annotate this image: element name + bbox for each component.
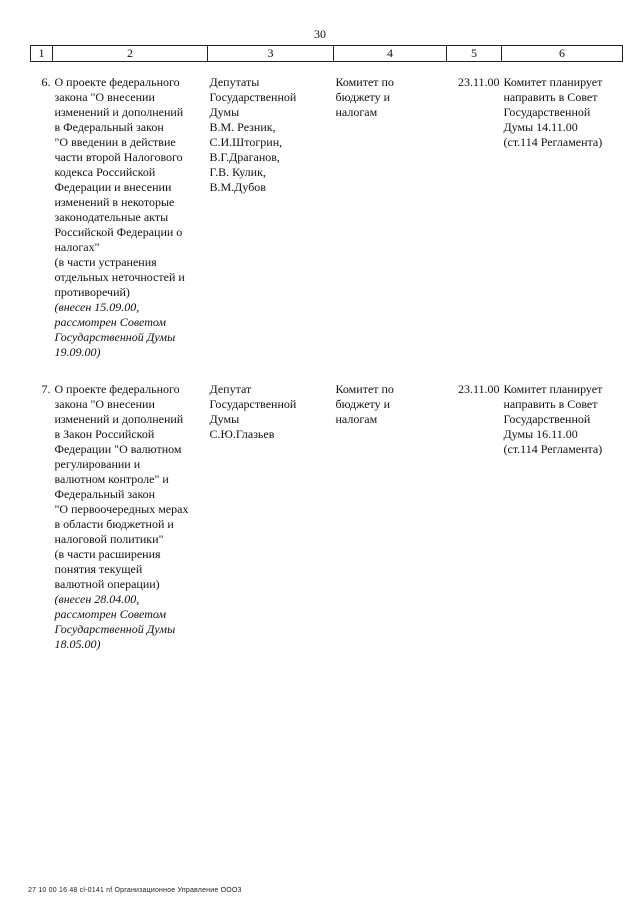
column-header-3: 3 xyxy=(208,46,334,62)
bill-title-line: О проекте федерального xyxy=(54,382,180,396)
bill-title-line: регулировании и xyxy=(54,457,141,471)
committee-line: Комитет по xyxy=(335,382,394,396)
bill-title-line: изменений в некоторые xyxy=(54,195,175,209)
committee-line: бюджету и xyxy=(335,90,391,104)
column-header-4: 4 xyxy=(334,46,447,62)
author-line: Г.В. Кулик, xyxy=(209,165,266,179)
bill-title-line: налогах" xyxy=(54,240,100,254)
plan-line: направить в Совет xyxy=(503,397,598,411)
column-number-header-row xyxy=(31,46,623,62)
plan-line: Думы 16.11.00 xyxy=(503,427,578,441)
bill-note-line: (внесен 15.09.00, xyxy=(54,300,140,314)
bill-title-line: кодекса Российской xyxy=(54,165,156,179)
bill-title-line: налоговой политики" xyxy=(54,532,164,546)
bill-title-line: Российской Федерации о xyxy=(54,225,183,239)
bill-title-line: (в части устранения xyxy=(54,255,157,269)
author-line: В.М. Резник, xyxy=(209,120,276,134)
bill-title-line: изменений и дополнений xyxy=(54,105,184,119)
plan-line: направить в Совет xyxy=(503,90,598,104)
table-row xyxy=(31,75,623,360)
column-header-6: 6 xyxy=(502,46,623,62)
row-number: 6. xyxy=(41,75,51,89)
author-line: Государственной xyxy=(209,90,297,104)
bill-title-line: (в части расширения xyxy=(54,547,161,561)
author-line: В.М.Дубов xyxy=(209,180,266,194)
bill-title-cell xyxy=(53,75,208,360)
bill-title-line: "О введении в действие xyxy=(54,135,176,149)
bill-title-line: О проекте федерального xyxy=(54,75,180,89)
bill-title-line: валютном контроле" и xyxy=(54,472,169,486)
bill-note-line: 19.09.00) xyxy=(54,345,101,359)
spacer-row xyxy=(31,62,623,76)
bill-note-line: Государственной Думы xyxy=(54,622,176,636)
author-line: Государственной xyxy=(209,397,297,411)
table-row xyxy=(31,382,623,652)
bill-title-line: законодательные акты xyxy=(54,210,169,224)
bill-note-line: рассмотрен Советом xyxy=(54,315,167,329)
author-line: Депутаты xyxy=(209,75,260,89)
bill-title-line: изменений и дополнений xyxy=(54,412,184,426)
bill-title-line: в Закон Российской xyxy=(54,427,155,441)
plan-line: (ст.114 Регламента) xyxy=(503,135,603,149)
column-header-1: 1 xyxy=(31,46,53,62)
bill-note-line: (внесен 28.04.00, xyxy=(54,592,140,606)
bill-title-line: закона "О внесении xyxy=(54,397,155,411)
plan-line: Комитет планирует xyxy=(503,75,603,89)
bill-title-cell xyxy=(53,382,208,652)
authors-cell xyxy=(208,75,334,360)
bill-title-line: "О первоочередных мерах xyxy=(54,502,189,516)
bill-title-line: части второй Налогового xyxy=(54,150,183,164)
bill-note-line: 18.05.00) xyxy=(54,637,101,651)
bill-title-line: Федерации "О валютном xyxy=(54,442,182,456)
row-separator xyxy=(31,360,623,382)
bill-title-line: в Федеральный закон xyxy=(54,120,164,134)
bill-title-line: отдельных неточностей и xyxy=(54,270,185,284)
author-line: Думы xyxy=(209,105,240,119)
author-line: С.Ю.Глазьев xyxy=(209,427,275,441)
bill-title-line: валютной операции) xyxy=(54,577,160,591)
author-line: Думы xyxy=(209,412,240,426)
fax-footer: 27 10 00 16 48 cl-0141 nf Организационное Управление ООО3 xyxy=(28,887,242,894)
committee-line: налогам xyxy=(335,105,378,119)
plan-line: Государственной xyxy=(503,412,591,426)
plan-cell xyxy=(502,382,623,652)
bill-title-line: понятия текущей xyxy=(54,562,143,576)
bill-title-line: в области бюджетной и xyxy=(54,517,174,531)
column-header-2: 2 xyxy=(53,46,208,62)
row-number: 7. xyxy=(41,382,51,396)
bill-title-line: противоречий) xyxy=(54,285,130,299)
bill-note-line: Государственной Думы xyxy=(54,330,176,344)
plan-line: (ст.114 Регламента) xyxy=(503,442,603,456)
bill-note-line: рассмотрен Советом xyxy=(54,607,167,621)
plan-line: Думы 14.11.00 xyxy=(503,120,578,134)
plan-line: Комитет планирует xyxy=(503,382,603,396)
author-line: С.И.Штогрин, xyxy=(209,135,283,149)
authors-cell xyxy=(208,382,334,652)
committee-line: Комитет по xyxy=(335,75,394,89)
committee-line: бюджету и xyxy=(335,397,391,411)
plan-line: Государственной xyxy=(503,105,591,119)
date-cell: 23.11.00 xyxy=(457,75,500,89)
author-line: Депутат xyxy=(209,382,252,396)
bill-title-line: Федеральный закон xyxy=(54,487,156,501)
bill-title-line: закона "О внесении xyxy=(54,90,155,104)
agenda-table xyxy=(30,45,623,652)
committee-cell xyxy=(334,75,447,360)
column-header-5: 5 xyxy=(447,46,502,62)
committee-line: налогам xyxy=(335,412,378,426)
bill-title-line: Федерации и внесении xyxy=(54,180,172,194)
plan-cell xyxy=(502,75,623,360)
author-line: В.Г.Драганов, xyxy=(209,150,280,164)
page-number: 30 xyxy=(314,27,326,41)
date-cell: 23.11.00 xyxy=(457,382,500,396)
committee-cell xyxy=(334,382,447,652)
